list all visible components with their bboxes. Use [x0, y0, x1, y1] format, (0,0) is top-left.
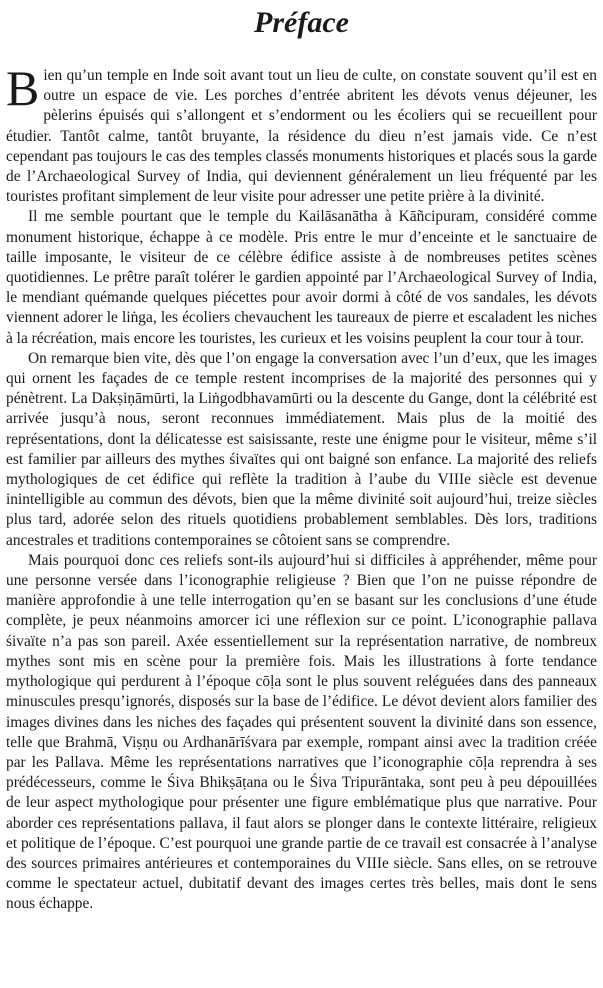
paragraph-4: Mais pourquoi donc ces reliefs sont-ils aujourd’hui si difficiles à appréhender, même pour une personne versée dans l’iconographie religieuse ? Bien que l’on ne puisse répondre de manière approfondie à une telle interrogation qu’en se basant sur les conclusions d’une étude complète, je peux néanmoins amorcer ici une réflexion sur ce point. L’iconographie pallava śivaïte n’a pas son pareil. Axée essentiellement sur la représentation narrative, de nombreux mythes sont mis en scène pour la première fois. Mais les illustrations à forte tendance mythologique qui perdurent à l’époque cōḷa sont le plus souvent reléguées dans des panneaux minuscules presqu’ignorés, disposés sur la base de l’édifice. Le dévot devient alors familier des images divines dans les niches des façades qui présentent souvent la divinité dans son essence, telle que Brahmā, Viṣṇu ou Ardhanārīśvara par exemple, rompant ainsi avec la tradition créée par les Pallava. Même les représentations narratives que l’iconographie cōḷa reprendra à ses prédécesseurs, comme le Śiva Bhikṣāṭana ou le Śiva Tripurāntaka, sont peu à peu dépouillées de leur aspect mythologique pour présenter une figure emblématique plus que narrative. Pour aborder ces représentations pallava, il faut alors se plonger dans le contexte littéraire, religieux et politique de l’époque. C’est pourquoi une grande partie de ce travail est consacrée à l’analyse des sources primaires antérieures et contemporaines du VIIIe siècle. Sans elles, on se retrouve comme le spectateur actuel, dubitatif devant des images certes très belles, mais dont le sens nous échappe.	[6, 551, 597, 913]
page-title: Préface	[254, 6, 349, 39]
paragraph-3: On remarque bien vite, dès que l’on engage la conversation avec l’un d’eux, que les images qui ornent les façades de ce temple restent incomprises de la majorité des personnes qui y pénètrent. La Dakṣiṇāmūrti, la Liṅgodbhavamūrti ou la descente du Gange, dont la célébrité est arrivée jusqu’à nous, seront reconnues immédiatement. Mais plus de la moitié des représentations, dont la délicatesse est saisissante, reste une énigme pour le visiteur, même s’il est familier par ailleurs des mythes śivaïtes qui ont baigné son enfance. La majorité des reliefs mythologiques de cet édifice qui reflète la tradition à l’aube du VIIIe siècle est devenue inintelligible au commun des dévots, bien que la même divinité soit aujourd’hui, treize siècles plus tard, adorée selon des rituels quotidiens probablement semblables. Dès lors, traditions ancestrales et traditions contemporaines se côtoient sans se comprendre.	[6, 349, 597, 549]
paragraph-2: Il me semble pourtant que le temple du Kailāsanātha à Kāñcipuram, considéré comme monument historique, échappe à ce modèle. Pris entre le mur d’enceinte et le sanctuaire de taille imposante, le visiteur de ce célèbre édifice assiste à de nombreuses petites scènes quotidiennes. Le prêtre paraît tolérer le gardien appointé par l’Archaeological Survey of India, le mendiant quémande quelques piécettes pour avoir dormi à côté de vos sandales, les dévots viennent adorer le liṅga, les écoliers chevauchent les taureaux de pierre et escaladent les niches à la récréation, mais encore les touristes, les curieux et les voisins peuplent la cour tour à tour.	[6, 208, 597, 347]
paragraph-1-text: ien qu’un temple en Inde soit avant tout un lieu de culte, on constate souvent qu’il est en outre un espace de vie. Les porches d’entrée abritent les dévots venus déjeuner, les pèlerins épuisés qui s’allongent et s’endorment ou les écoliers qui se recueillent pour étudier. Tantôt calme, tantôt bruyante, la résidence du dieu n’est jamais vide. Ce n’est cependant pas toujours le cas des temples classés monuments historiques et placés sous la garde de l’Archaeological Survey of India, qui deviennent généralement un lieu fréquenté par les touristes profitant simplement de leur visite pour adresser une petite prière à la divinité.	[6, 67, 597, 206]
paragraph-1	[6, 60, 597, 207]
drop-cap: B	[6, 60, 40, 116]
body-text	[6, 60, 597, 915]
